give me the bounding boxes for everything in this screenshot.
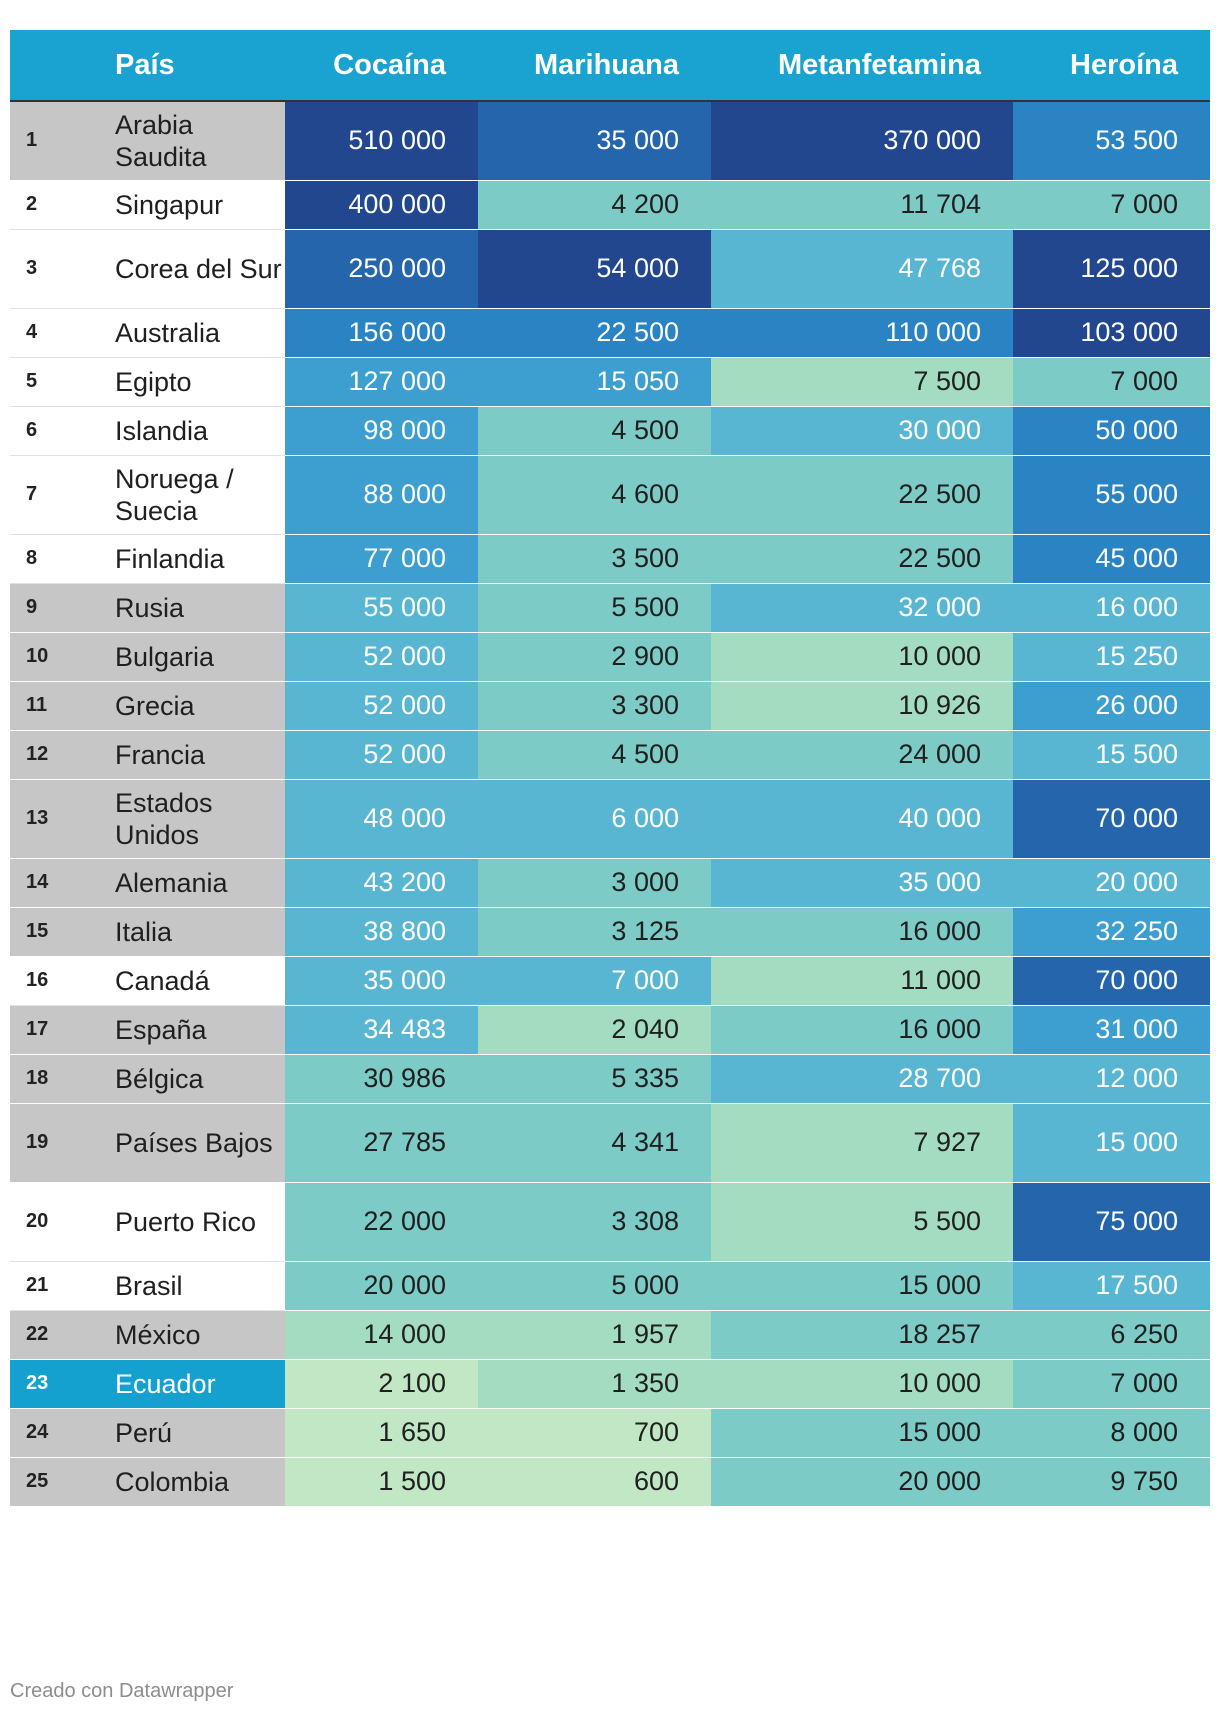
- rank-cell: 21: [10, 1261, 100, 1310]
- cell-cocaina: 30 986: [285, 1054, 478, 1103]
- country-cell: Colombia: [100, 1457, 285, 1506]
- cell-cocaina: 52 000: [285, 730, 478, 779]
- table-row: [10, 858, 1210, 907]
- cell-metanfetamina: 40 000: [711, 779, 1013, 858]
- cell-metanfetamina: 110 000: [711, 308, 1013, 357]
- cell-marihuana: 5 500: [478, 583, 711, 632]
- table-row: [10, 1182, 1210, 1261]
- cell-marihuana: 15 050: [478, 357, 711, 406]
- cell-marihuana: 3 000: [478, 858, 711, 907]
- country-cell: Singapur: [100, 180, 285, 229]
- header-rank: [10, 30, 100, 101]
- rank-cell: 22: [10, 1310, 100, 1359]
- rank-cell: 4: [10, 308, 100, 357]
- cell-cocaina: 98 000: [285, 406, 478, 455]
- cell-cocaina: 510 000: [285, 101, 478, 180]
- cell-heroina: 50 000: [1013, 406, 1210, 455]
- table-row: [10, 907, 1210, 956]
- cell-cocaina: 156 000: [285, 308, 478, 357]
- country-cell: Australia: [100, 308, 285, 357]
- cell-heroina: 125 000: [1013, 229, 1210, 308]
- rank-cell: 7: [10, 455, 100, 534]
- cell-metanfetamina: 22 500: [711, 455, 1013, 534]
- cell-marihuana: 3 125: [478, 907, 711, 956]
- cell-heroina: 31 000: [1013, 1005, 1210, 1054]
- cell-metanfetamina: 30 000: [711, 406, 1013, 455]
- cell-marihuana: 700: [478, 1408, 711, 1457]
- country-cell: Ecuador: [100, 1359, 285, 1408]
- cell-cocaina: 2 100: [285, 1359, 478, 1408]
- cell-metanfetamina: 18 257: [711, 1310, 1013, 1359]
- table-row: [10, 1457, 1210, 1506]
- cell-heroina: 32 250: [1013, 907, 1210, 956]
- cell-marihuana: 4 600: [478, 455, 711, 534]
- header-metanfetamina[interactable]: Metanfetamina: [711, 30, 1013, 101]
- cell-cocaina: 34 483: [285, 1005, 478, 1054]
- cell-metanfetamina: 7 500: [711, 357, 1013, 406]
- country-cell: Noruega / Suecia: [100, 455, 285, 534]
- rank-cell: 13: [10, 779, 100, 858]
- country-cell: Brasil: [100, 1261, 285, 1310]
- table-row: [10, 1261, 1210, 1310]
- table-row: [10, 730, 1210, 779]
- table-row: [10, 180, 1210, 229]
- rank-cell: 25: [10, 1457, 100, 1506]
- table-row: [10, 956, 1210, 1005]
- country-cell: Bulgaria: [100, 632, 285, 681]
- cell-marihuana: 2 040: [478, 1005, 711, 1054]
- header-country[interactable]: País: [100, 30, 285, 101]
- country-cell: México: [100, 1310, 285, 1359]
- cell-marihuana: 22 500: [478, 308, 711, 357]
- country-cell: Finlandia: [100, 534, 285, 583]
- rank-cell: 9: [10, 583, 100, 632]
- cell-metanfetamina: 5 500: [711, 1182, 1013, 1261]
- cell-cocaina: 77 000: [285, 534, 478, 583]
- cell-heroina: 70 000: [1013, 956, 1210, 1005]
- cell-marihuana: 3 500: [478, 534, 711, 583]
- cell-cocaina: 52 000: [285, 681, 478, 730]
- country-cell: Arabia Saudita: [100, 101, 285, 180]
- cell-metanfetamina: 16 000: [711, 1005, 1013, 1054]
- data-table: [10, 30, 1210, 1507]
- country-cell: Puerto Rico: [100, 1182, 285, 1261]
- cell-metanfetamina: 7 927: [711, 1103, 1013, 1182]
- country-cell: España: [100, 1005, 285, 1054]
- country-cell: Francia: [100, 730, 285, 779]
- cell-marihuana: 3 300: [478, 681, 711, 730]
- country-cell: Egipto: [100, 357, 285, 406]
- rank-cell: 24: [10, 1408, 100, 1457]
- cell-cocaina: 88 000: [285, 455, 478, 534]
- cell-cocaina: 400 000: [285, 180, 478, 229]
- cell-marihuana: 1 350: [478, 1359, 711, 1408]
- rank-cell: 23: [10, 1359, 100, 1408]
- cell-heroina: 7 000: [1013, 1359, 1210, 1408]
- rank-cell: 2: [10, 180, 100, 229]
- cell-marihuana: 4 500: [478, 406, 711, 455]
- table-row: [10, 455, 1210, 534]
- cell-cocaina: 20 000: [285, 1261, 478, 1310]
- cell-heroina: 26 000: [1013, 681, 1210, 730]
- cell-marihuana: 1 957: [478, 1310, 711, 1359]
- cell-marihuana: 4 500: [478, 730, 711, 779]
- country-cell: Alemania: [100, 858, 285, 907]
- cell-cocaina: 55 000: [285, 583, 478, 632]
- header-cocaina[interactable]: Cocaína: [285, 30, 478, 101]
- cell-heroina: 15 500: [1013, 730, 1210, 779]
- cell-cocaina: 27 785: [285, 1103, 478, 1182]
- header-row: [10, 30, 1210, 101]
- cell-heroina: 6 250: [1013, 1310, 1210, 1359]
- cell-heroina: 45 000: [1013, 534, 1210, 583]
- cell-cocaina: 1 650: [285, 1408, 478, 1457]
- cell-heroina: 7 000: [1013, 180, 1210, 229]
- table-row: [10, 1408, 1210, 1457]
- table-wrapper: [10, 30, 1210, 1507]
- cell-heroina: 103 000: [1013, 308, 1210, 357]
- cell-cocaina: 14 000: [285, 1310, 478, 1359]
- cell-heroina: 9 750: [1013, 1457, 1210, 1506]
- cell-metanfetamina: 24 000: [711, 730, 1013, 779]
- cell-heroina: 12 000: [1013, 1054, 1210, 1103]
- country-cell: Italia: [100, 907, 285, 956]
- cell-heroina: 17 500: [1013, 1261, 1210, 1310]
- cell-metanfetamina: 28 700: [711, 1054, 1013, 1103]
- cell-heroina: 8 000: [1013, 1408, 1210, 1457]
- cell-metanfetamina: 15 000: [711, 1408, 1013, 1457]
- country-cell: Canadá: [100, 956, 285, 1005]
- cell-cocaina: 52 000: [285, 632, 478, 681]
- rank-cell: 3: [10, 229, 100, 308]
- cell-cocaina: 22 000: [285, 1182, 478, 1261]
- cell-heroina: 75 000: [1013, 1182, 1210, 1261]
- table-row: [10, 1359, 1210, 1408]
- table-row: [10, 1054, 1210, 1103]
- cell-marihuana: 35 000: [478, 101, 711, 180]
- table-row: [10, 632, 1210, 681]
- cell-metanfetamina: 370 000: [711, 101, 1013, 180]
- cell-cocaina: 1 500: [285, 1457, 478, 1506]
- cell-marihuana: 5 000: [478, 1261, 711, 1310]
- rank-cell: 18: [10, 1054, 100, 1103]
- cell-marihuana: 4 200: [478, 180, 711, 229]
- cell-marihuana: 6 000: [478, 779, 711, 858]
- rank-cell: 5: [10, 357, 100, 406]
- cell-metanfetamina: 32 000: [711, 583, 1013, 632]
- rank-cell: 14: [10, 858, 100, 907]
- rank-cell: 8: [10, 534, 100, 583]
- table-row: [10, 308, 1210, 357]
- cell-metanfetamina: 35 000: [711, 858, 1013, 907]
- cell-metanfetamina: 47 768: [711, 229, 1013, 308]
- cell-cocaina: 127 000: [285, 357, 478, 406]
- cell-metanfetamina: 10 000: [711, 1359, 1013, 1408]
- cell-metanfetamina: 16 000: [711, 907, 1013, 956]
- cell-heroina: 53 500: [1013, 101, 1210, 180]
- rank-cell: 10: [10, 632, 100, 681]
- cell-heroina: 20 000: [1013, 858, 1210, 907]
- country-cell: Corea del Sur: [100, 229, 285, 308]
- table-row: [10, 583, 1210, 632]
- cell-cocaina: 48 000: [285, 779, 478, 858]
- cell-marihuana: 2 900: [478, 632, 711, 681]
- rank-cell: 17: [10, 1005, 100, 1054]
- rank-cell: 20: [10, 1182, 100, 1261]
- cell-metanfetamina: 22 500: [711, 534, 1013, 583]
- cell-heroina: 16 000: [1013, 583, 1210, 632]
- cell-heroina: 7 000: [1013, 357, 1210, 406]
- cell-marihuana: 5 335: [478, 1054, 711, 1103]
- cell-marihuana: 3 308: [478, 1182, 711, 1261]
- cell-metanfetamina: 10 926: [711, 681, 1013, 730]
- cell-metanfetamina: 11 704: [711, 180, 1013, 229]
- rank-cell: 16: [10, 956, 100, 1005]
- rank-cell: 19: [10, 1103, 100, 1182]
- cell-metanfetamina: 15 000: [711, 1261, 1013, 1310]
- footer-credit: Creado con Datawrapper: [10, 1680, 234, 1702]
- table-row: [10, 681, 1210, 730]
- rank-cell: 12: [10, 730, 100, 779]
- header-marihuana[interactable]: Marihuana: [478, 30, 711, 101]
- cell-cocaina: 35 000: [285, 956, 478, 1005]
- cell-heroina: 15 000: [1013, 1103, 1210, 1182]
- country-cell: Estados Unidos: [100, 779, 285, 858]
- cell-marihuana: 7 000: [478, 956, 711, 1005]
- table-row: [10, 229, 1210, 308]
- table-row: [10, 534, 1210, 583]
- rank-cell: 1: [10, 101, 100, 180]
- country-cell: Islandia: [100, 406, 285, 455]
- rank-cell: 11: [10, 681, 100, 730]
- cell-cocaina: 43 200: [285, 858, 478, 907]
- table-row: [10, 101, 1210, 180]
- cell-metanfetamina: 10 000: [711, 632, 1013, 681]
- cell-heroina: 70 000: [1013, 779, 1210, 858]
- country-cell: Países Bajos: [100, 1103, 285, 1182]
- cell-heroina: 55 000: [1013, 455, 1210, 534]
- cell-metanfetamina: 11 000: [711, 956, 1013, 1005]
- cell-metanfetamina: 20 000: [711, 1457, 1013, 1506]
- cell-heroina: 15 250: [1013, 632, 1210, 681]
- table-row: [10, 1103, 1210, 1182]
- table-row: [10, 357, 1210, 406]
- rank-cell: 15: [10, 907, 100, 956]
- table-row: [10, 1005, 1210, 1054]
- table-row: [10, 406, 1210, 455]
- cell-marihuana: 600: [478, 1457, 711, 1506]
- table-row: [10, 1310, 1210, 1359]
- cell-marihuana: 54 000: [478, 229, 711, 308]
- cell-cocaina: 250 000: [285, 229, 478, 308]
- cell-marihuana: 4 341: [478, 1103, 711, 1182]
- cell-cocaina: 38 800: [285, 907, 478, 956]
- header-heroina[interactable]: Heroína: [1013, 30, 1210, 101]
- country-cell: Rusia: [100, 583, 285, 632]
- rank-cell: 6: [10, 406, 100, 455]
- country-cell: Grecia: [100, 681, 285, 730]
- table-row: [10, 779, 1210, 858]
- country-cell: Bélgica: [100, 1054, 285, 1103]
- table-body: [10, 101, 1210, 1506]
- country-cell: Perú: [100, 1408, 285, 1457]
